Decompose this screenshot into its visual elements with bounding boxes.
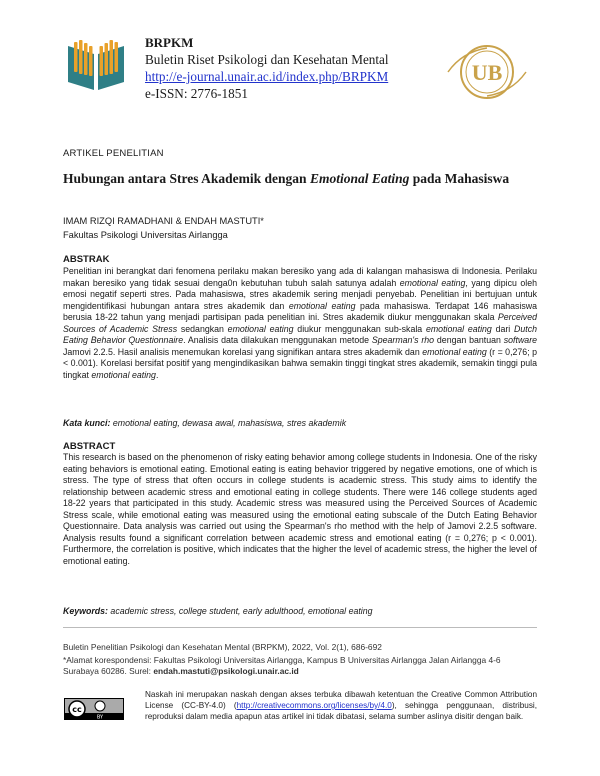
ub-emblem-logo-icon xyxy=(442,42,532,102)
abstrak-heading: ABSTRAK xyxy=(63,254,110,265)
journal-name: Buletin Riset Psikologi dan Kesehatan Mental xyxy=(145,52,389,67)
journal-book-logo-icon xyxy=(66,40,126,92)
keywords: Keywords: academic stress, college student, early adulthood, emotional eating xyxy=(63,606,373,616)
abstract-heading: ABSTRACT xyxy=(63,441,116,452)
abstrak-body: Penelitian ini berangkat dari fenomena perilaku makan beresiko yang ada di kalangan mahasiswa di Indonesia. Perilaku makan beresiko yang tidak sesuai denga0n kebutuhan tubuh salah satunya adalah emotional eating, yang dipicu oleh emosi negatif seperti stres. Pada mahasiswa, stres akademik sering menjadi penyebab. Penelitian ini bertujuan untuk mengidentifikasi hubungan antara stres akademik dan emotional eating pada mahasiswa. Terdapat 146 mahasiswa berusia 18-22 tahun yang menjadi partisipan pada penelitian ini. Stres akademik diukur menggunakan skala Perceived Sources of Academic Stress sedangkan emotional eating diukur menggunakan sub-skala emotional eating dari Dutch Eating Behavior Questionnaire. Analisis data dilakukan menggunakan metode Spearman's rho dengan bantuan software Jamovi 2.2.5. Hasil analisis menemukan korelasi yang signifikan antara stres akademik dan emotional eating (r = 0,276; p < 0.001). Korelasi bersifat positif yang mengindikasikan bahwa semakin tinggi tingkat stres akademik, semakin tinggi pula tingkat emotional eating. xyxy=(63,266,538,380)
license-url-link[interactable]: http://creativecommons.org/licenses/by/4.0 xyxy=(236,701,392,710)
cc-by-text: BY xyxy=(96,714,104,719)
journal-eissn: e-ISSN: 2776-1851 xyxy=(145,86,248,101)
license-text: Naskah ini merupakan naskah dengan akses terbuka dibawah ketentuan the Creative Common Attribution License (CC-BY-4.0) (http://creativecommons.org/licenses/by/4.0), sehingga penggunaan, distribusi, reproduksi dalam media apapun atas artikel ini tidak dibatasi, selama sumber aslinya disitir dengan baik. xyxy=(145,690,538,721)
article-category: ARTIKEL PENELITIAN xyxy=(63,148,164,159)
article-authors: IMAM RIZQI RAMADHANI & ENDAH MASTUTI* xyxy=(63,216,264,226)
citation: Buletin Penelitian Psikologi dan Kesehatan Mental (BRPKM), 2022, Vol. 2(1), 686-692 xyxy=(63,642,382,652)
cc-badge-graphic xyxy=(65,699,123,719)
abstract-body: This research is based on the phenomenon of risky eating behavior among college students in Indonesia. One of the risky eating behaviors is emotional eating. Emotional eating is eating behavior triggered by negative emotions, one of which is stress. The type of stress that often occurs in college students is academic stress. This study aims to identify the relationship between academic stress and emotional eating in college students. There were 146 college students aged 18-22 years that participated in this study. Academic stress was measured using the Perceived Sources of Academic Stress scale, while emotional eating was measured using the emotional eating subscale of the Dutch Eating Behavior Questionnaire. Data analysis was carried out using the Spearman's rho method with the help of Jamovi 2.2.5 software. Analysis results found a significant correlation between academic stress and emotional eating (r = 0,276; p < 0.001). Furthermore, the correlation is positive, which indicates that the higher the level of academic stress, the higher the level of emotional eating. xyxy=(63,452,537,566)
article-affiliation: Fakultas Psikologi Universitas Airlangga xyxy=(63,230,228,240)
cc-by-license-icon[interactable] xyxy=(64,698,124,720)
journal-info xyxy=(145,34,389,102)
cc-text: cc xyxy=(72,705,82,714)
email-link[interactable]: endah.mastuti@psikologi.unair.ac.id xyxy=(153,666,299,677)
logo-right-text: UB xyxy=(471,60,503,85)
footer-divider xyxy=(63,627,537,628)
journal-acronym: BRPKM xyxy=(145,35,194,50)
article-title: Hubungan antara Stres Akademik dengan Emotional Eating pada Mahasiswa xyxy=(63,171,510,186)
kata-kunci: Kata kunci: emotional eating, dewasa awal, mahasiswa, stres akademik xyxy=(63,418,347,428)
correspondence: *Alamat korespondensi: Fakultas Psikologi Universitas Airlangga, Kampus B Universitas Airlangga Jalan Airlangga 4-6 Surabaya 60286. Surel: endah.mastuti@psikologi.unair.ac.id xyxy=(63,655,501,677)
journal-url-link[interactable]: http://e-journal.unair.ac.id/index.php/BRPKM xyxy=(145,69,389,84)
